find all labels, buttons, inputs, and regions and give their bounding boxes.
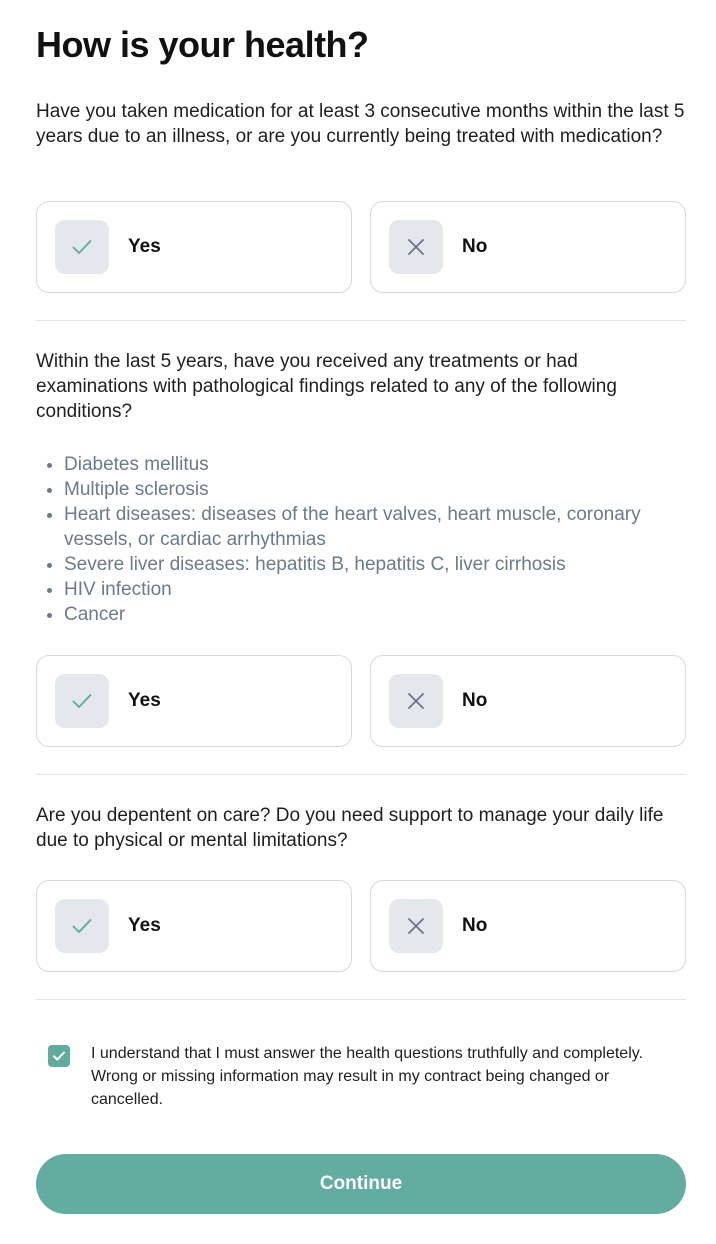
yes-label: Yes bbox=[128, 236, 161, 257]
close-icon bbox=[389, 220, 443, 274]
question-1-text: Have you taken medication for at least 3 consecutive months within the last 5 years due to an illness, or are you currently being treated with medication? bbox=[36, 101, 685, 147]
condition-list bbox=[36, 452, 686, 627]
condition-item: • Multiple sclerosis bbox=[64, 477, 686, 502]
yes-label: Yes bbox=[128, 690, 161, 711]
checkbox-check-icon bbox=[51, 1048, 67, 1064]
consent-text: I understand that I must answer the health questions truthfully and completely. Wrong or missing information may result in my contract being changed or cancelled. bbox=[91, 1045, 644, 1108]
consent-checkbox[interactable] bbox=[48, 1045, 70, 1067]
divider bbox=[36, 320, 686, 321]
condition-item: • HIV infection bbox=[64, 577, 686, 602]
question-2-no-button[interactable] bbox=[370, 655, 686, 747]
continue-button[interactable]: Continue bbox=[36, 1154, 686, 1214]
check-icon bbox=[55, 899, 109, 953]
condition-item: • Cancer bbox=[64, 602, 686, 627]
question-3-options bbox=[36, 880, 686, 972]
question-1-options bbox=[36, 201, 686, 293]
yes-label: Yes bbox=[128, 915, 161, 936]
question-1-no-button[interactable] bbox=[370, 201, 686, 293]
no-label: No bbox=[462, 915, 488, 936]
condition-item: • Heart diseases: diseases of the heart valves, heart muscle, coronary vessels, or cardiac arrhythmias bbox=[64, 502, 686, 552]
question-3-no-button[interactable] bbox=[370, 880, 686, 972]
divider bbox=[36, 774, 686, 775]
question-3-text: Are you depentent on care? Do you need support to manage your daily life due to physical or mental limitations? bbox=[36, 805, 664, 851]
divider bbox=[36, 999, 686, 1000]
page-title: How is your health? bbox=[36, 24, 369, 65]
question-2-text: Within the last 5 years, have you received any treatments or had examinations with pathological findings related to any of the following conditions? bbox=[36, 351, 617, 422]
check-icon bbox=[55, 674, 109, 728]
close-icon bbox=[389, 674, 443, 728]
question-3-yes-button[interactable] bbox=[36, 880, 352, 972]
close-icon bbox=[389, 899, 443, 953]
no-label: No bbox=[462, 690, 488, 711]
question-2-yes-button[interactable] bbox=[36, 655, 352, 747]
question-1-yes-button[interactable] bbox=[36, 201, 352, 293]
condition-item: • Severe liver diseases: hepatitis B, hepatitis C, liver cirrhosis bbox=[64, 552, 686, 577]
question-2-options bbox=[36, 655, 686, 747]
condition-item: • Diabetes mellitus bbox=[64, 452, 686, 477]
no-label: No bbox=[462, 236, 488, 257]
check-icon bbox=[55, 220, 109, 274]
